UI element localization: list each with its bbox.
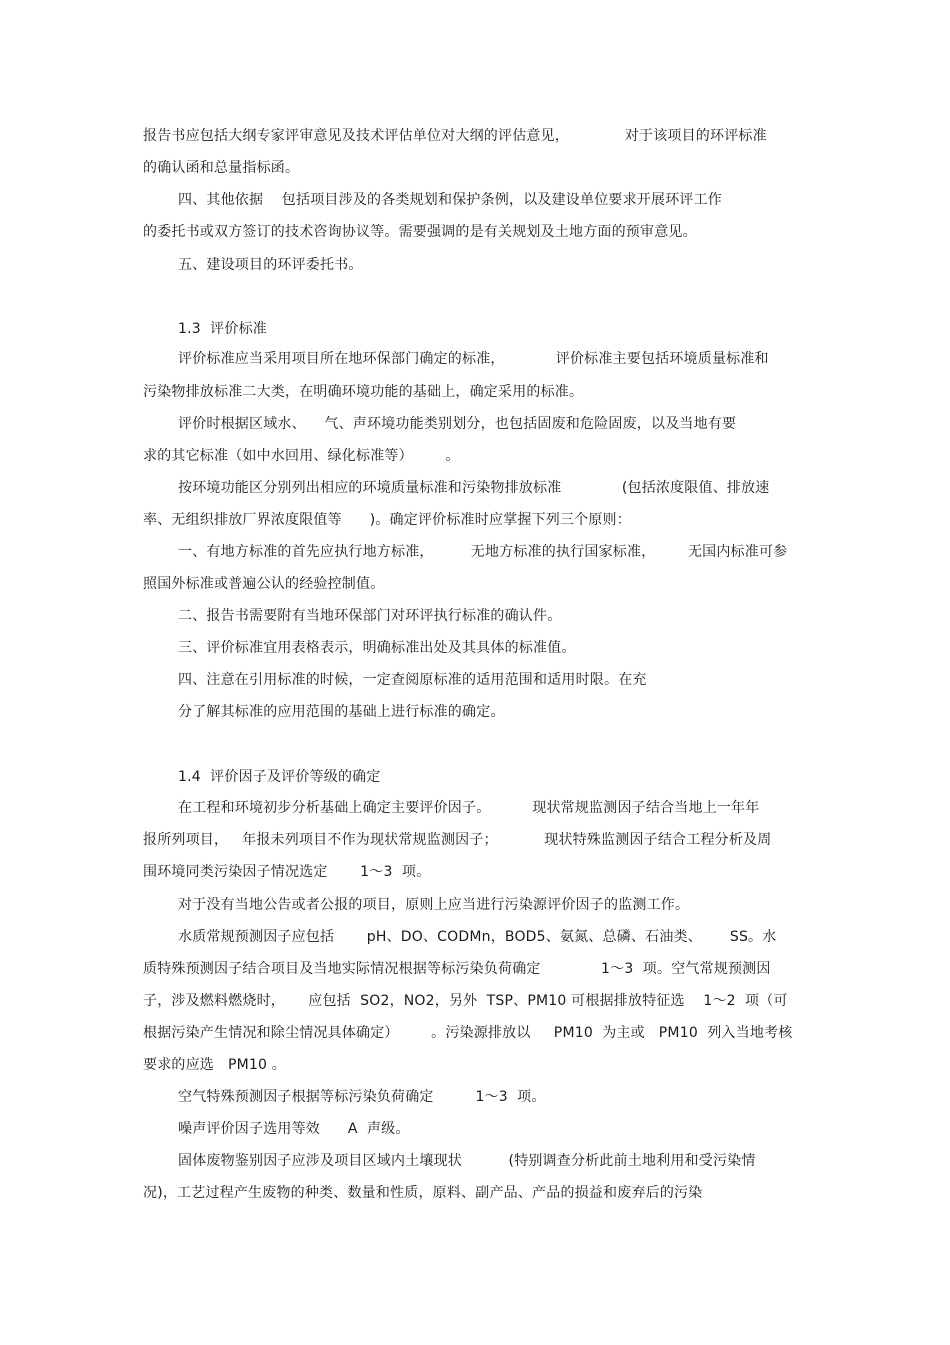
section-heading: 1.4 评价因子及评价等级的确定 bbox=[178, 769, 381, 785]
text-line: 要求的应选 PM10 。 bbox=[143, 1057, 286, 1073]
text-line: 污染物排放标准二大类，在明确环境功能的基础上，确定采用的标准。 bbox=[143, 384, 584, 400]
text-line: 按环境功能区分别列出相应的环境质量标准和污染物排放标准 (包括浓度限值、排放速 bbox=[178, 480, 770, 496]
text-line: 评价标准应当采用项目所在地环保部门确定的标准， 评价标准主要包括环境质量标准和 bbox=[178, 351, 769, 367]
text-line: 报告书应包括大纲专家评审意见及技术评估单位对大纲的评估意见， 对于该项目的环评标准 bbox=[143, 128, 767, 144]
text-line: 分了解其标准的应用范围的基础上进行标准的确定。 bbox=[178, 704, 505, 720]
text-line: 四、其他依据 包括项目涉及的各类规划和保护条例，以及建设单位要求开展环评工作 bbox=[178, 192, 722, 208]
text-line: 质特殊预测因子结合项目及当地实际情况根据等标污染负荷确定 1～3 项。空气常规预测因 bbox=[143, 961, 771, 977]
text-line: 固体废物鉴别因子应涉及项目区域内土壤现状 (特别调查分析此前土地利用和受污染情 bbox=[178, 1153, 756, 1169]
text-line: 子，涉及燃料燃烧时， 应包括 SO2，NO2，另外 TSP、PM10 可根据排放特征选 1～2 项（可 bbox=[143, 993, 788, 1009]
text-line: 率、无组织排放厂界浓度限值等 )。确定评价标准时应掌握下列三个原则： bbox=[143, 512, 631, 528]
section-heading: 1.3 评价标准 bbox=[178, 321, 267, 337]
text-line: 的确认函和总量指标函。 bbox=[143, 160, 300, 176]
text-line: 照国外标准或普遍公认的经验控制值。 bbox=[143, 576, 385, 592]
text-line: 水质常规预测因子应包括 pH、DO、CODMn，BOD5、氨氮、总磷、石油类、 SS。水 bbox=[178, 929, 777, 945]
text-line: 二、报告书需要附有当地环保部门对环评执行标准的确认件。 bbox=[178, 608, 562, 624]
text-line: 报所列项目， 年报未列项目不作为现状常规监测因子； 现状特殊监测因子结合工程分析及周 bbox=[143, 832, 772, 848]
text-line: 围环境同类污染因子情况选定 1～3 项。 bbox=[143, 864, 431, 880]
text-line: 况)，工艺过程产生废物的种类、数量和性质，原料、副产品、产品的损益和废弃后的污染 bbox=[143, 1185, 703, 1201]
text-line: 对于没有当地公告或者公报的项目，原则上应当进行污染源评价因子的监测工作。 bbox=[178, 897, 690, 913]
text-line: 五、建设项目的环评委托书。 bbox=[178, 257, 363, 273]
text-line: 噪声评价因子选用等效 A 声级。 bbox=[178, 1121, 410, 1137]
text-line: 根据污染产生情况和除尘情况具体确定） 。污染源排放以 PM10 为主或 PM10 列入当地考核 bbox=[143, 1025, 793, 1041]
text-line: 四、注意在引用标准的时候，一定查阅原标准的适用范围和适用时限。在充 bbox=[178, 672, 647, 688]
text-line: 评价时根据区域水、 气、声环境功能类别划分，也包括固废和危险固废，以及当地有要 bbox=[178, 416, 737, 432]
text-line: 空气特殊预测因子根据等标污染负荷确定 1～3 项。 bbox=[178, 1089, 546, 1105]
text-line: 求的其它标准（如中水回用、绿化标准等） 。 bbox=[143, 448, 460, 464]
text-line: 三、评价标准宜用表格表示，明确标准出处及其具体的标准值。 bbox=[178, 640, 576, 656]
text-line: 的委托书或双方签订的技术咨询协议等。需要强调的是有关规划及土地方面的预审意见。 bbox=[143, 224, 697, 240]
text-line: 在工程和环境初步分析基础上确定主要评价因子。 现状常规监测因子结合当地上一年年 bbox=[178, 800, 760, 816]
text-line: 一、有地方标准的首先应执行地方标准， 无地方标准的执行国家标准， 无国内标准可参 bbox=[178, 544, 788, 560]
